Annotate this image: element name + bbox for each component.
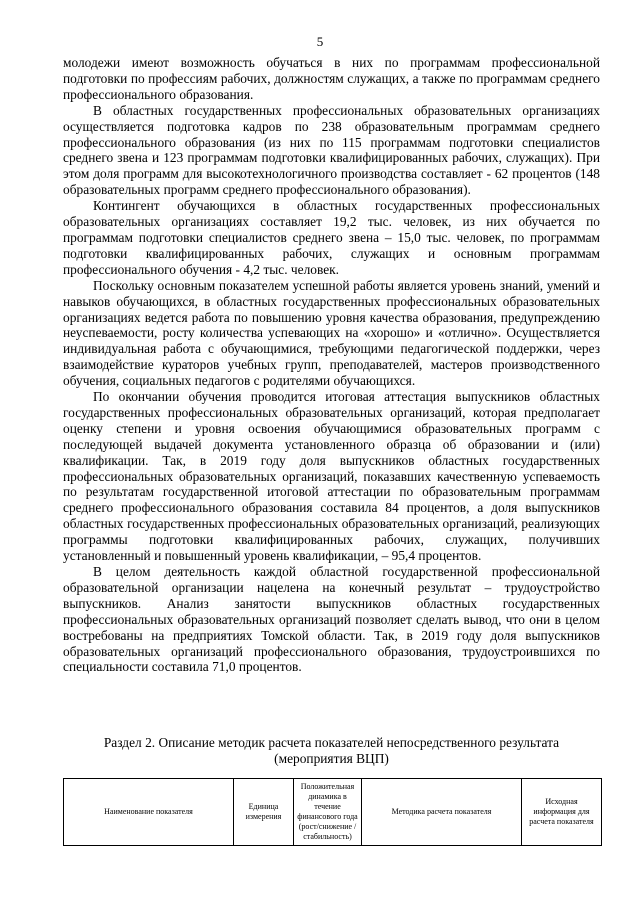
- paragraph: Поскольку основным показателем успешной работы является уровень знаний, умений и навыков обучающихся, в областных государственных профессиональных образовательных организациях ведется работа по повышению уровня качества образования, предупреждению неуспеваемости, росту количества успевающих на «хорошо» и «отлично». Осуществляется индивидуальная работа с обучающимися, требующими педагогической поддержки, через взаимодействие кураторов учебных групп, преподавателей, мастеров производственного обучения, социальных педагогов с родителями обучающихся.: [63, 277, 600, 389]
- col-header-dynamics: Положительная динамика в течение финансового года (рост/снижение /стабильность): [294, 779, 362, 846]
- page-number: 5: [316, 34, 324, 49]
- col-header-unit: Единица измерения: [234, 779, 294, 846]
- col-header-indicator-name: Наименование показателя: [64, 779, 234, 846]
- col-header-method: Методика расчета показателя: [362, 779, 522, 846]
- paragraph: По окончании обучения проводится итоговая аттестация выпускников областных государственных профессиональных образовательных организаций, которая предполагает оценку степени и уровня освоения обучающимися образовательных программ с последующей выдачей документа установленного образца об образовании и (или) квалификации. Так, в 2019 году доля выпускников областных государственных профессиональных образовательных организаций, показавших качественную успеваемость по результатам государственной итоговой аттестации по образовательным программам среднего профессионального образования составила 84 процентов, а доля выпускников областных государственных профессиональных образовательных организаций, реализующих программы подготовки квалифицированных рабочих, служащих, получивших установленный и повышенный уровень квалификации, – 95,4 процентов.: [63, 389, 600, 564]
- table-header-row: [64, 779, 602, 846]
- indicators-table: [63, 778, 602, 846]
- paragraph: В целом деятельность каждой областной государственной профессиональной образовательной организации нацелена на конечный результат – трудоустройство выпускников. Анализ занятости выпускников областных государственных профессиональных образовательных организаций позволяет сделать вывод, что они в целом востребованы на предприятиях Томской области. Так, в 2019 году доля выпускников образовательных организаций профессионального образования, трудоустроившихся по специальности составила 71,0 процентов.: [63, 564, 600, 675]
- section-heading: Раздел 2. Описание методик расчета показателей непосредственного результата (мероприятия ВЦП): [103, 735, 560, 766]
- body-text: [63, 55, 600, 675]
- col-header-source-info: Исходная информация для расчета показателя: [522, 779, 602, 846]
- paragraph: Контингент обучающихся в областных государственных профессиональных образовательных организациях составляет 19,2 тыс. человек, из них обучается по программам подготовки специалистов среднего звена – 15,0 тыс. человек, по программам подготовки квалифицированных рабочих, служащих и основным программам профессионального обучения - 4,2 тыс. человек.: [63, 198, 600, 277]
- paragraph: В областных государственных профессиональных образовательных организациях осуществляется подготовка кадров по 238 образовательным программам среднего профессионального образования (из них по 115 программам подготовки специалистов среднего звена и 123 программам подготовки квалифицированных рабочих, служащих). При этом доля программ для высокотехнологичного производства составляет - 62 процентов (148 образовательных программ среднего профессионального образования).: [63, 102, 600, 198]
- paragraph: молодежи имеют возможность обучаться в них по программам профессиональной подготовки по профессиям рабочих, должностям служащих, а также по программам среднего профессионального образования.: [63, 55, 600, 102]
